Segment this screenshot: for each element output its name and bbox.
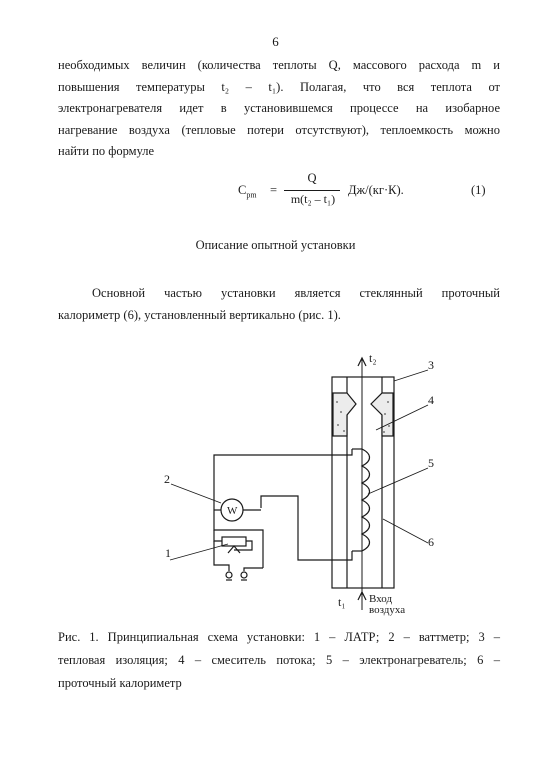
insulation-dot bbox=[343, 430, 345, 432]
latr-frame bbox=[214, 520, 263, 568]
heater-coil bbox=[362, 449, 370, 551]
label-inlet-2: воздуха bbox=[369, 604, 406, 616]
intro-line: повышения температуры t₂ – t₁). Полагая, что вся теплота от bbox=[58, 79, 500, 94]
figure-caption bbox=[58, 626, 500, 695]
insulation-dot bbox=[387, 401, 389, 403]
caption-line: проточный калориметр bbox=[58, 676, 182, 690]
intro-line: найти по формуле bbox=[58, 144, 155, 158]
leader-5 bbox=[368, 468, 428, 494]
intro-line: электронагревателя идет в установившемся процессе на изобарное bbox=[58, 101, 500, 115]
formula-denominator: m(t₂ – t₁) bbox=[290, 192, 336, 206]
caption-line: тепловая изоляция; 4 – смеситель потока; 5 – электронагреватель; 6 – bbox=[58, 653, 500, 667]
label-2: 2 bbox=[164, 472, 170, 486]
label-3: 3 bbox=[428, 358, 434, 372]
wattmeter-symbol: W bbox=[227, 505, 238, 517]
intro-line: необходимых величин (количества теплоты Q, массового расхода m и bbox=[58, 58, 500, 72]
formula-equals: = bbox=[270, 183, 278, 197]
leader-1 bbox=[170, 544, 228, 560]
insulation-dot bbox=[384, 413, 386, 415]
wire-bottom bbox=[261, 496, 352, 560]
label-t2: t₂ bbox=[369, 351, 377, 365]
leader-3 bbox=[394, 370, 428, 381]
formula-number: (1) bbox=[471, 183, 486, 197]
label-t1: t₁ bbox=[338, 595, 346, 609]
plug-terminal-left bbox=[226, 572, 232, 578]
flow-mixer-right bbox=[371, 393, 393, 436]
section-heading: Описание опытной установки bbox=[195, 238, 356, 252]
label-4: 4 bbox=[428, 393, 434, 407]
page-number: 6 bbox=[272, 34, 279, 49]
latr-input-wire bbox=[214, 530, 222, 541]
plug-wire-right bbox=[244, 568, 263, 571]
insulation-dot bbox=[340, 411, 342, 413]
plug-terminal-right bbox=[241, 572, 247, 578]
label-5: 5 bbox=[428, 456, 434, 470]
label-1: 1 bbox=[165, 546, 171, 560]
insulation-dot bbox=[336, 401, 338, 403]
label-inlet-1: Вход bbox=[369, 593, 393, 605]
flow-mixer-left bbox=[333, 393, 356, 436]
caption-line: Рис. 1. Принципиальная схема установки: 1 – ЛАТР; 2 – ваттметр; 3 – bbox=[58, 630, 500, 644]
insulation-dot bbox=[383, 431, 385, 433]
formula-lhs: $C_{pm}$ bbox=[238, 183, 257, 200]
description-line: Основной частью установки является стеклянный проточный bbox=[92, 286, 500, 300]
description-line: калориметр (6), установленный вертикально (рис. 1). bbox=[58, 307, 341, 322]
leader-6 bbox=[383, 519, 428, 543]
intro-line: нагревание воздуха (тепловые потери отсутствуют), теплоемкость можно bbox=[58, 122, 500, 137]
insulation-dot bbox=[388, 425, 390, 427]
formula-unit: Дж/(кг·К). bbox=[348, 183, 404, 197]
formula-numerator: Q bbox=[307, 171, 317, 185]
insulation-dot bbox=[337, 424, 339, 426]
label-6: 6 bbox=[428, 535, 434, 549]
